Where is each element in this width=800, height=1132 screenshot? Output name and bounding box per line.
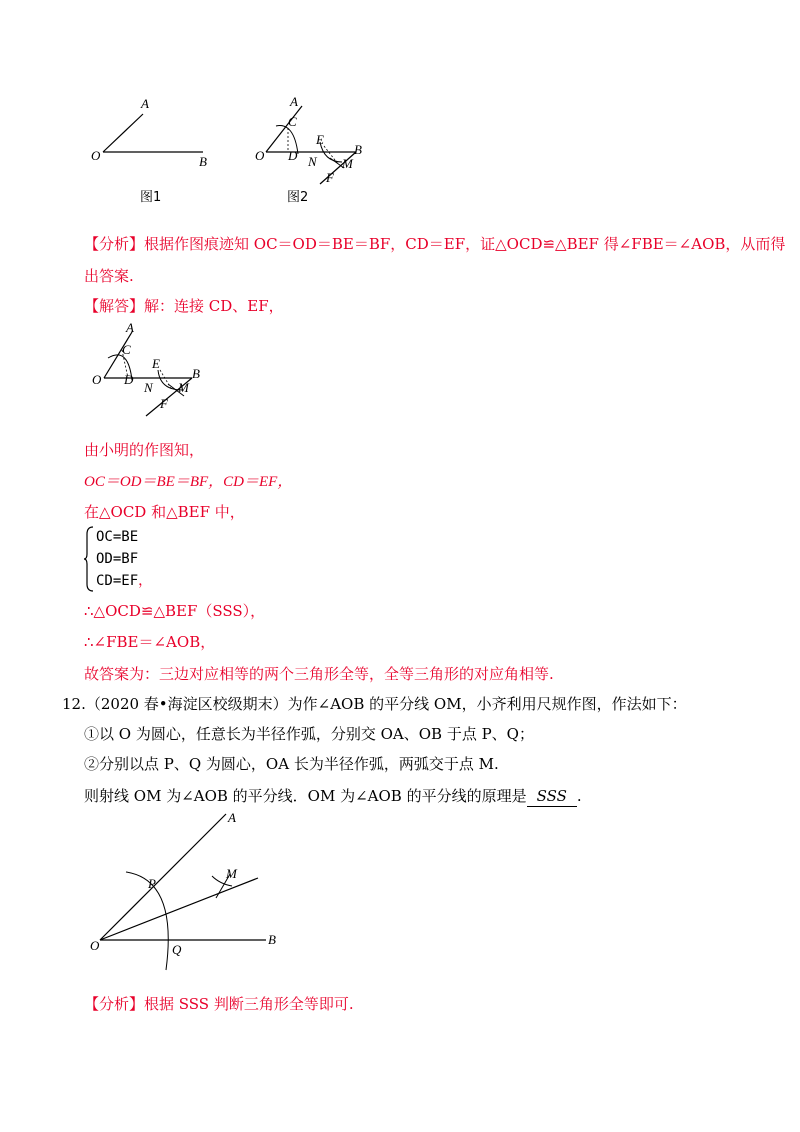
analysis-2-text: 根据 SSS 判断三角形全等即可. <box>144 995 354 1013</box>
label-c: C <box>122 342 131 357</box>
figure-1-caption: 图1 <box>140 190 162 205</box>
segment-ef <box>160 370 172 390</box>
solution-line-1: 由小明的作图知， <box>84 441 205 459</box>
ray-om <box>100 878 258 940</box>
solution-line-4: ∴△OCD≌△BEF（SSS）， <box>84 602 266 620</box>
label-n: N <box>144 380 153 395</box>
equation-2: OD=BF <box>96 551 139 567</box>
label-d: D <box>288 148 298 163</box>
label-o: O <box>91 148 101 163</box>
label-b: B <box>199 154 207 169</box>
label-p: P <box>148 876 156 891</box>
label-f: F <box>160 396 168 411</box>
label-m: M <box>226 866 237 881</box>
question-number: 12. <box>62 695 86 713</box>
ray-oa <box>103 114 143 152</box>
analysis-2 <box>84 994 354 1014</box>
label-o: O <box>90 938 100 953</box>
analysis-1-line-2: 出答案. <box>84 267 134 285</box>
label-a: A <box>126 320 134 335</box>
brace-icon <box>84 526 94 592</box>
answer-line: 故答案为：三边对应相等的两个三角形全等，全等三角形的对应角相等. <box>84 665 554 683</box>
answer-blank: SSS <box>527 786 577 807</box>
conclusion-prefix: 则射线 OM 为∠AOB 的平分线．OM 为∠AOB 的平分线的原理是 <box>84 787 527 805</box>
solution-line-2: OC＝OD＝BE＝BF，CD＝EF， <box>84 474 293 490</box>
label-m: M <box>342 156 353 171</box>
label-o: O <box>92 372 102 387</box>
solution-intro <box>84 296 284 316</box>
analysis-text: 根据作图痕迹知 OC＝OD＝BE＝BF，CD＝EF，证△OCD≌△BEF 得∠FBE＝∠AOB，从而得 <box>144 235 786 253</box>
question-12-stem <box>62 694 687 714</box>
label-a: A <box>228 810 236 825</box>
question-source: （2020 春•海淀区校级期末） <box>85 695 288 713</box>
label-b: B <box>268 932 276 947</box>
solution-line-5: ∴∠FBE＝∠AOB， <box>84 633 216 651</box>
equation-3 <box>96 570 152 592</box>
analysis-2-tag: 【分析】 <box>84 995 145 1013</box>
label-o: O <box>255 148 265 163</box>
question-step-2: ②分别以点 P、Q 为圆心，OA 长为半径作弧，两弧交于点 M. <box>84 755 499 773</box>
figure-2-caption: 图2 <box>287 190 309 205</box>
label-c: C <box>288 114 297 129</box>
ray-oa <box>100 814 226 940</box>
label-f: F <box>326 170 334 185</box>
solution-tag: 【解答】 <box>84 297 145 315</box>
label-n: N <box>308 154 317 169</box>
label-b: B <box>192 366 200 381</box>
label-q: Q <box>172 942 182 957</box>
label-m: M <box>178 380 189 395</box>
equation-3-text: CD=EF <box>96 573 139 589</box>
label-e: E <box>316 132 324 147</box>
label-a: A <box>290 94 298 109</box>
question-12-figure <box>88 808 298 978</box>
question-conclusion <box>84 786 582 807</box>
conclusion-suffix: . <box>576 787 582 805</box>
analysis-tag: 【分析】 <box>84 235 145 253</box>
solution-intro-text: 解：连接 CD、EF， <box>144 297 284 315</box>
label-b: B <box>354 142 362 157</box>
question-text: 为作∠AOB 的平分线 OM，小齐利用尺规作图，作法如下： <box>287 695 687 713</box>
equation-1: OC=BE <box>96 529 139 545</box>
label-a: A <box>141 96 149 111</box>
equation-end: ， <box>138 573 153 589</box>
figure-2 <box>250 92 380 202</box>
question-step-1: ①以 O 为圆心，任意长为半径作弧，分别交 OA、OB 于点 P、Q； <box>84 725 534 743</box>
solution-line-3: 在△OCD 和△BEF 中， <box>84 503 245 521</box>
analysis-1-line-1 <box>84 234 785 254</box>
solution-figure <box>88 318 218 428</box>
label-e: E <box>152 356 160 371</box>
label-d: D <box>124 372 134 387</box>
